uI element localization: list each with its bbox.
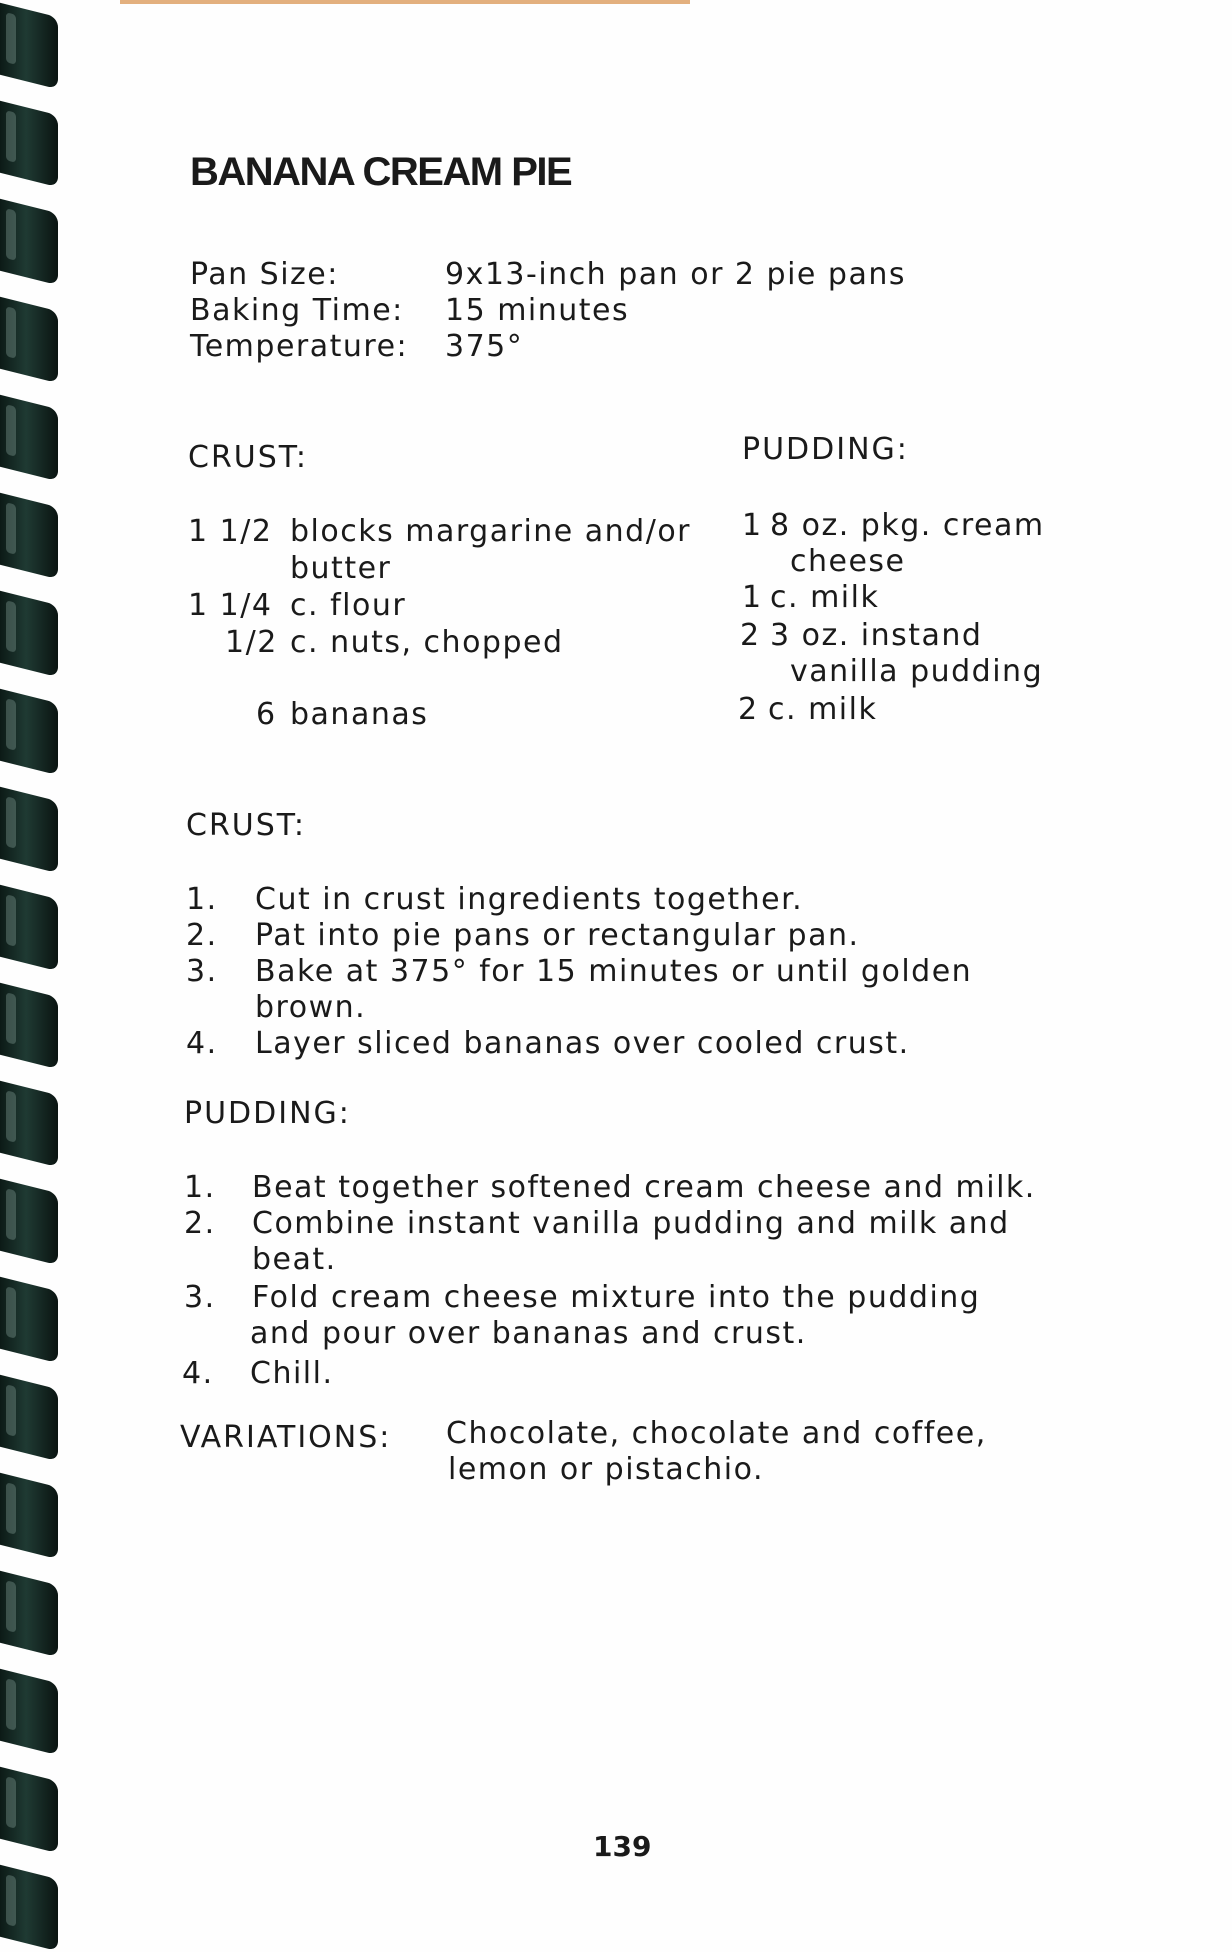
ingredient-text: c. nuts, chopped <box>290 625 564 660</box>
step-text: Fold cream cheese mixture into the pudding <box>252 1280 981 1315</box>
step-text: beat. <box>252 1242 337 1277</box>
ingredient-text: c. milk <box>768 692 878 727</box>
ingredient-qty: 1/2 <box>225 625 278 660</box>
step-number: 1. <box>186 882 218 917</box>
pan-size-label: Pan Size: <box>190 257 339 292</box>
step-number: 3. <box>186 954 218 989</box>
binding-ring <box>0 1767 58 1853</box>
ingredient-text: c. flour <box>290 588 407 623</box>
ingredient-text: bananas <box>290 697 429 732</box>
binding-ring <box>0 1669 58 1755</box>
ingredient-qty: 1 1/2 <box>188 514 273 549</box>
binding-ring <box>0 689 58 775</box>
temperature-value: 375° <box>445 329 524 364</box>
ingredient-qty: 1 1/4 <box>188 588 273 623</box>
pudding-ingredients-heading: PUDDING: <box>742 432 909 467</box>
binding-ring <box>0 983 58 1069</box>
ingredient-qty: 1 <box>742 580 763 615</box>
step-text: Layer sliced bananas over cooled crust. <box>255 1026 910 1061</box>
step-text: Cut in crust ingredients together. <box>255 882 804 917</box>
step-text: and pour over bananas and crust. <box>250 1316 807 1351</box>
binding-ring <box>0 1865 58 1951</box>
recipe-title: BANANA CREAM PIE <box>190 150 572 194</box>
binding-ring <box>0 1081 58 1167</box>
ingredient-text: blocks margarine and/or <box>290 514 692 549</box>
binding-ring <box>0 1571 58 1657</box>
ingredient-text: 8 oz. pkg. cream <box>770 508 1045 543</box>
step-number: 4. <box>182 1356 214 1391</box>
step-number: 1. <box>184 1170 216 1205</box>
variations-text: Chocolate, chocolate and coffee, <box>446 1416 987 1451</box>
ingredient-qty: 2 <box>738 692 759 727</box>
binding-ring <box>0 591 58 677</box>
pudding-steps-heading: PUDDING: <box>184 1096 351 1131</box>
step-text: Bake at 375° for 15 minutes or until golden <box>255 954 973 989</box>
step-number: 2. <box>186 918 218 953</box>
crust-ingredients-heading: CRUST: <box>188 440 308 475</box>
page-number: 139 <box>593 1830 652 1863</box>
binding-ring <box>0 1375 58 1461</box>
pan-size-value: 9x13-inch pan or 2 pie pans <box>445 257 906 292</box>
ingredient-text: butter <box>290 551 392 586</box>
step-text: Chill. <box>250 1356 334 1391</box>
ingredient-qty: 6 <box>256 697 277 732</box>
temperature-label: Temperature: <box>190 329 409 364</box>
binding-ring <box>0 3 58 89</box>
ingredient-text: vanilla pudding <box>790 654 1044 689</box>
ingredient-text: cheese <box>790 544 906 579</box>
step-number: 4. <box>186 1026 218 1061</box>
binding-ring <box>0 1179 58 1265</box>
spiral-binding <box>0 0 70 1952</box>
binding-ring <box>0 885 58 971</box>
binding-ring <box>0 1277 58 1363</box>
ingredient-text: 3 oz. instand <box>770 618 983 653</box>
ingredient-qty: 2 <box>740 618 761 653</box>
step-text: Beat together softened cream cheese and milk. <box>252 1170 1036 1205</box>
step-text: brown. <box>255 990 367 1025</box>
baking-time-value: 15 minutes <box>445 293 630 328</box>
variations-label: VARIATIONS: <box>180 1420 392 1455</box>
binding-ring <box>0 199 58 285</box>
binding-ring <box>0 1473 58 1559</box>
step-text: Combine instant vanilla pudding and milk and <box>252 1206 1010 1241</box>
baking-time-label: Baking Time: <box>190 293 404 328</box>
crust-steps-heading: CRUST: <box>186 808 306 843</box>
page-top-edge <box>120 0 690 4</box>
binding-ring <box>0 787 58 873</box>
step-number: 3. <box>184 1280 216 1315</box>
ingredient-text: c. milk <box>770 580 880 615</box>
binding-ring <box>0 101 58 187</box>
step-text: Pat into pie pans or rectangular pan. <box>255 918 860 953</box>
ingredient-qty: 1 <box>742 508 763 543</box>
binding-ring <box>0 297 58 383</box>
step-number: 2. <box>184 1206 216 1241</box>
variations-text: lemon or pistachio. <box>448 1452 765 1487</box>
binding-ring <box>0 493 58 579</box>
binding-ring <box>0 395 58 481</box>
